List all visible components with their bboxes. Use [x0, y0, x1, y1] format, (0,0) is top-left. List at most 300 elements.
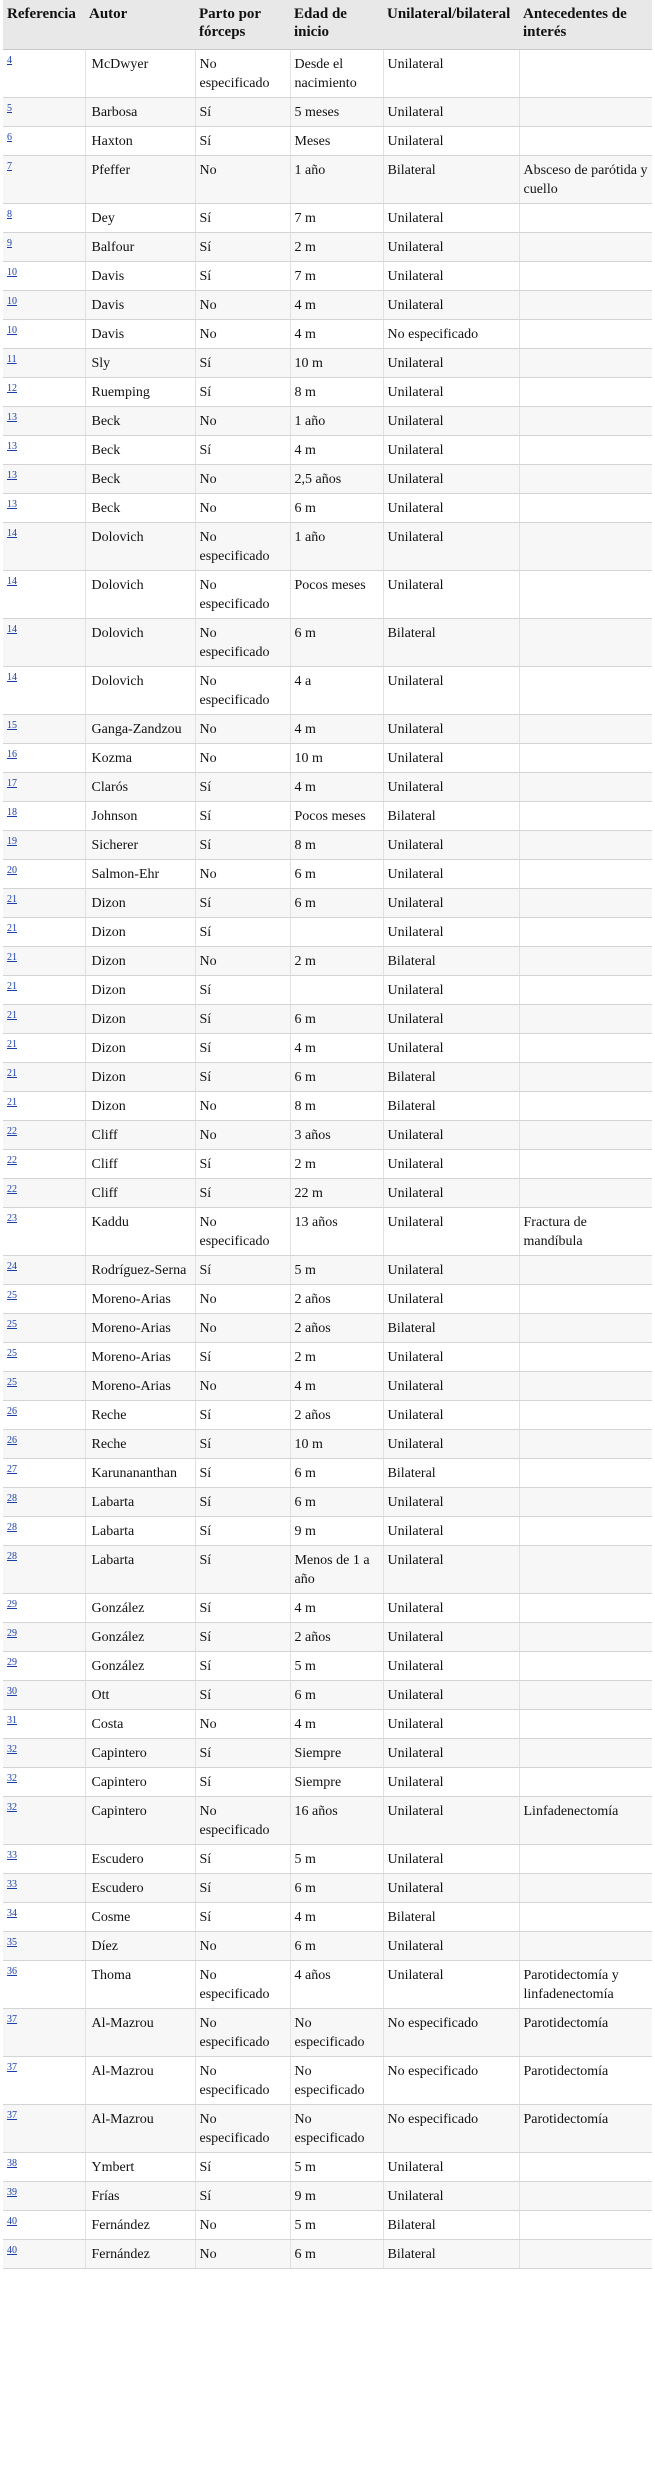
table-row: [3, 2211, 652, 2240]
table-row: [3, 1430, 652, 1459]
onset-cell: 2 m: [290, 1343, 383, 1372]
reference-link[interactable]: 17: [7, 778, 17, 789]
reference-link[interactable]: 14: [7, 576, 17, 587]
forceps-cell: No especificado: [195, 2057, 290, 2105]
reference-link[interactable]: 40: [7, 2216, 17, 2227]
ref-cell: [3, 1121, 85, 1150]
ref-cell: [3, 407, 85, 436]
table-row: [3, 1739, 652, 1768]
header-edad-inicio: Edad de inicio: [290, 0, 383, 50]
reference-link[interactable]: 30: [7, 1686, 17, 1697]
history-cell: [519, 889, 652, 918]
onset-cell: 2 m: [290, 233, 383, 262]
reference-link[interactable]: 33: [7, 1850, 17, 1861]
history-cell: [519, 571, 652, 619]
table-row: [3, 262, 652, 291]
table-row: [3, 349, 652, 378]
reference-link[interactable]: 18: [7, 807, 17, 818]
reference-link[interactable]: 26: [7, 1435, 17, 1446]
table-body: [3, 50, 652, 2269]
laterality-cell: Unilateral: [383, 291, 519, 320]
forceps-cell: Sí: [195, 1034, 290, 1063]
onset-cell: 16 años: [290, 1797, 383, 1845]
reference-link[interactable]: 33: [7, 1879, 17, 1890]
reference-link[interactable]: 25: [7, 1348, 17, 1359]
reference-link[interactable]: 13: [7, 470, 17, 481]
laterality-cell: No especificado: [383, 2057, 519, 2105]
author-cell: Dizon: [85, 1034, 195, 1063]
laterality-cell: Unilateral: [383, 1488, 519, 1517]
forceps-cell: No: [195, 291, 290, 320]
reference-link[interactable]: 12: [7, 383, 17, 394]
history-cell: [519, 378, 652, 407]
reference-link[interactable]: 35: [7, 1937, 17, 1948]
ref-cell: [3, 436, 85, 465]
laterality-cell: Bilateral: [383, 802, 519, 831]
ref-cell: [3, 1594, 85, 1623]
onset-cell: 4 m: [290, 715, 383, 744]
reference-link[interactable]: 19: [7, 836, 17, 847]
laterality-cell: Unilateral: [383, 1034, 519, 1063]
laterality-cell: Unilateral: [383, 1874, 519, 1903]
onset-cell: 4 m: [290, 1710, 383, 1739]
onset-cell: 5 m: [290, 1256, 383, 1285]
reference-link[interactable]: 32: [7, 1744, 17, 1755]
data-table: [3, 0, 652, 2269]
table-row: [3, 860, 652, 889]
ref-cell: [3, 947, 85, 976]
table-row: [3, 204, 652, 233]
laterality-cell: Bilateral: [383, 1314, 519, 1343]
forceps-cell: Sí: [195, 436, 290, 465]
table-row: [3, 1768, 652, 1797]
ref-cell: [3, 667, 85, 715]
laterality-cell: Unilateral: [383, 436, 519, 465]
author-cell: Dey: [85, 204, 195, 233]
ref-cell: [3, 2105, 85, 2153]
author-cell: Karunananthan: [85, 1459, 195, 1488]
laterality-cell: Unilateral: [383, 1179, 519, 1208]
table-row: [3, 1903, 652, 1932]
forceps-cell: No especificado: [195, 667, 290, 715]
table-row: [3, 667, 652, 715]
author-cell: Beck: [85, 494, 195, 523]
laterality-cell: Bilateral: [383, 2211, 519, 2240]
reference-link[interactable]: 29: [7, 1628, 17, 1639]
reference-link[interactable]: 37: [7, 2014, 17, 2025]
laterality-cell: Unilateral: [383, 378, 519, 407]
author-cell: Sicherer: [85, 831, 195, 860]
reference-link[interactable]: 21: [7, 1039, 17, 1050]
onset-cell: 6 m: [290, 1874, 383, 1903]
reference-link[interactable]: 27: [7, 1464, 17, 1475]
reference-link[interactable]: 29: [7, 1599, 17, 1610]
history-cell: [519, 494, 652, 523]
reference-link[interactable]: 10: [7, 267, 17, 278]
table-row: [3, 2057, 652, 2105]
ref-cell: [3, 1903, 85, 1932]
forceps-cell: Sí: [195, 918, 290, 947]
forceps-cell: No especificado: [195, 1961, 290, 2009]
onset-cell: 6 m: [290, 1459, 383, 1488]
table-row: [3, 2182, 652, 2211]
reference-link[interactable]: 40: [7, 2245, 17, 2256]
forceps-cell: Sí: [195, 2182, 290, 2211]
author-cell: Labarta: [85, 1517, 195, 1546]
table-row: [3, 1961, 652, 2009]
author-cell: Beck: [85, 407, 195, 436]
onset-cell: 2 años: [290, 1623, 383, 1652]
onset-cell: 2 años: [290, 1285, 383, 1314]
reference-link[interactable]: 10: [7, 296, 17, 307]
author-cell: Frías: [85, 2182, 195, 2211]
onset-cell: 6 m: [290, 1005, 383, 1034]
author-cell: Capintero: [85, 1768, 195, 1797]
ref-cell: [3, 619, 85, 667]
history-cell: Absceso de parótida y cuello: [519, 156, 652, 204]
forceps-cell: Sí: [195, 1256, 290, 1285]
reference-link[interactable]: 25: [7, 1290, 17, 1301]
reference-link[interactable]: 23: [7, 1213, 17, 1224]
laterality-cell: Unilateral: [383, 1430, 519, 1459]
reference-link[interactable]: 10: [7, 325, 17, 336]
table-row: [3, 571, 652, 619]
reference-link[interactable]: 15: [7, 720, 17, 731]
table-row: [3, 1256, 652, 1285]
forceps-cell: No especificado: [195, 1797, 290, 1845]
history-cell: [519, 204, 652, 233]
history-cell: [519, 1623, 652, 1652]
ref-cell: [3, 1343, 85, 1372]
header-autor: Autor: [85, 0, 195, 50]
ref-cell: [3, 715, 85, 744]
reference-link[interactable]: 37: [7, 2062, 17, 2073]
history-cell: [519, 1845, 652, 1874]
author-cell: Balfour: [85, 233, 195, 262]
ref-cell: [3, 1430, 85, 1459]
reference-link[interactable]: 25: [7, 1377, 17, 1388]
ref-cell: [3, 523, 85, 571]
author-cell: Escudero: [85, 1845, 195, 1874]
onset-cell: 5 m: [290, 1845, 383, 1874]
table-row: [3, 802, 652, 831]
reference-link[interactable]: 14: [7, 528, 17, 539]
reference-link[interactable]: 13: [7, 441, 17, 452]
history-cell: Parotidectomía: [519, 2105, 652, 2153]
table-row: [3, 1546, 652, 1594]
onset-cell: [290, 918, 383, 947]
reference-link[interactable]: 21: [7, 1097, 17, 1108]
history-cell: [519, 2182, 652, 2211]
laterality-cell: Unilateral: [383, 918, 519, 947]
reference-link[interactable]: 21: [7, 894, 17, 905]
table-row: [3, 2009, 652, 2057]
laterality-cell: Unilateral: [383, 1652, 519, 1681]
ref-cell: [3, 1739, 85, 1768]
table-row: [3, 1372, 652, 1401]
header-referencia: Referencia: [3, 0, 85, 50]
ref-cell: [3, 2211, 85, 2240]
ref-cell: [3, 1372, 85, 1401]
table-row: [3, 619, 652, 667]
reference-link[interactable]: 4: [7, 55, 12, 66]
author-cell: Moreno-Arias: [85, 1285, 195, 1314]
reference-link[interactable]: 38: [7, 2158, 17, 2169]
forceps-cell: Sí: [195, 378, 290, 407]
table-row: [3, 127, 652, 156]
reference-link[interactable]: 7: [7, 161, 12, 172]
table-row: [3, 320, 652, 349]
history-cell: [519, 523, 652, 571]
history-cell: [519, 976, 652, 1005]
author-cell: Ymbert: [85, 2153, 195, 2182]
author-cell: Thoma: [85, 1961, 195, 2009]
ref-cell: [3, 50, 85, 98]
laterality-cell: Unilateral: [383, 1517, 519, 1546]
history-cell: [519, 715, 652, 744]
reference-link[interactable]: 32: [7, 1802, 17, 1813]
table-row: [3, 1874, 652, 1903]
laterality-cell: Unilateral: [383, 1739, 519, 1768]
onset-cell: 3 años: [290, 1121, 383, 1150]
reference-link[interactable]: 31: [7, 1715, 17, 1726]
onset-cell: Siempre: [290, 1739, 383, 1768]
table-row: [3, 1652, 652, 1681]
ref-cell: [3, 773, 85, 802]
history-cell: [519, 1285, 652, 1314]
table-row: [3, 50, 652, 98]
author-cell: Davis: [85, 262, 195, 291]
laterality-cell: Unilateral: [383, 1594, 519, 1623]
reference-link[interactable]: 14: [7, 672, 17, 683]
reference-link[interactable]: 28: [7, 1551, 17, 1562]
author-cell: Escudero: [85, 1874, 195, 1903]
history-cell: [519, 1063, 652, 1092]
forceps-cell: No: [195, 1092, 290, 1121]
reference-link[interactable]: 22: [7, 1184, 17, 1195]
history-cell: [519, 436, 652, 465]
reference-link[interactable]: 29: [7, 1657, 17, 1668]
table-row: [3, 407, 652, 436]
forceps-cell: Sí: [195, 1903, 290, 1932]
forceps-cell: Sí: [195, 204, 290, 233]
history-cell: [519, 349, 652, 378]
author-cell: Cliff: [85, 1150, 195, 1179]
onset-cell: 8 m: [290, 1092, 383, 1121]
ref-cell: [3, 1768, 85, 1797]
reference-link[interactable]: 26: [7, 1406, 17, 1417]
ref-cell: [3, 1459, 85, 1488]
laterality-cell: No especificado: [383, 2009, 519, 2057]
ref-cell: [3, 1961, 85, 2009]
history-cell: [519, 320, 652, 349]
onset-cell: 6 m: [290, 1488, 383, 1517]
history-cell: [519, 465, 652, 494]
reference-link[interactable]: 21: [7, 923, 17, 934]
author-cell: Fernández: [85, 2211, 195, 2240]
history-cell: [519, 1314, 652, 1343]
onset-cell: 1 año: [290, 523, 383, 571]
forceps-cell: Sí: [195, 773, 290, 802]
author-cell: Labarta: [85, 1488, 195, 1517]
reference-link[interactable]: 16: [7, 749, 17, 760]
reference-link[interactable]: 22: [7, 1126, 17, 1137]
forceps-cell: Sí: [195, 1623, 290, 1652]
reference-link[interactable]: 5: [7, 103, 12, 114]
ref-cell: [3, 1005, 85, 1034]
reference-link[interactable]: 37: [7, 2110, 17, 2121]
forceps-cell: No especificado: [195, 571, 290, 619]
forceps-cell: Sí: [195, 1546, 290, 1594]
author-cell: Moreno-Arias: [85, 1372, 195, 1401]
forceps-cell: No: [195, 156, 290, 204]
forceps-cell: Sí: [195, 802, 290, 831]
history-cell: [519, 1739, 652, 1768]
reference-link[interactable]: 25: [7, 1319, 17, 1330]
reference-link[interactable]: 22: [7, 1155, 17, 1166]
ref-cell: [3, 1874, 85, 1903]
history-cell: [519, 667, 652, 715]
forceps-cell: No: [195, 1285, 290, 1314]
reference-link[interactable]: 11: [7, 354, 17, 365]
author-cell: Labarta: [85, 1546, 195, 1594]
forceps-cell: Sí: [195, 98, 290, 127]
history-cell: [519, 1768, 652, 1797]
table-row: [3, 1343, 652, 1372]
history-cell: [519, 1343, 652, 1372]
history-cell: [519, 291, 652, 320]
reference-link[interactable]: 21: [7, 952, 17, 963]
table-row: [3, 1710, 652, 1739]
author-cell: Reche: [85, 1401, 195, 1430]
reference-link[interactable]: 13: [7, 499, 17, 510]
ref-cell: [3, 233, 85, 262]
laterality-cell: Unilateral: [383, 1797, 519, 1845]
author-cell: Barbosa: [85, 98, 195, 127]
laterality-cell: Unilateral: [383, 98, 519, 127]
forceps-cell: No: [195, 407, 290, 436]
header-unilateral-bilateral: Unilateral/bilateral: [383, 0, 519, 50]
ref-cell: [3, 1845, 85, 1874]
laterality-cell: Unilateral: [383, 204, 519, 233]
history-cell: [519, 1179, 652, 1208]
history-cell: [519, 2211, 652, 2240]
laterality-cell: Unilateral: [383, 1208, 519, 1256]
reference-link[interactable]: 13: [7, 412, 17, 423]
reference-link[interactable]: 39: [7, 2187, 17, 2198]
history-cell: [519, 860, 652, 889]
reference-link[interactable]: 32: [7, 1773, 17, 1784]
ref-cell: [3, 1623, 85, 1652]
table-row: [3, 1594, 652, 1623]
history-cell: [519, 1710, 652, 1739]
reference-link[interactable]: 14: [7, 624, 17, 635]
forceps-cell: No: [195, 494, 290, 523]
reference-link[interactable]: 34: [7, 1908, 17, 1919]
laterality-cell: Unilateral: [383, 1768, 519, 1797]
history-cell: [519, 1488, 652, 1517]
forceps-cell: No especificado: [195, 2009, 290, 2057]
onset-cell: 5 m: [290, 1652, 383, 1681]
table-row: [3, 2105, 652, 2153]
author-cell: Ganga-Zandzou: [85, 715, 195, 744]
onset-cell: 2,5 años: [290, 465, 383, 494]
table-row: [3, 1285, 652, 1314]
reference-link[interactable]: 36: [7, 1966, 17, 1977]
author-cell: Johnson: [85, 802, 195, 831]
onset-cell: 10 m: [290, 1430, 383, 1459]
forceps-cell: Sí: [195, 1430, 290, 1459]
laterality-cell: Unilateral: [383, 1343, 519, 1372]
ref-cell: [3, 1092, 85, 1121]
reference-link[interactable]: 28: [7, 1522, 17, 1533]
laterality-cell: Unilateral: [383, 1845, 519, 1874]
laterality-cell: Unilateral: [383, 1401, 519, 1430]
author-cell: González: [85, 1652, 195, 1681]
laterality-cell: Unilateral: [383, 1710, 519, 1739]
ref-cell: [3, 2057, 85, 2105]
onset-cell: 2 años: [290, 1314, 383, 1343]
forceps-cell: Sí: [195, 1739, 290, 1768]
author-cell: Kozma: [85, 744, 195, 773]
table-row: [3, 1121, 652, 1150]
author-cell: Clarós: [85, 773, 195, 802]
reference-link[interactable]: 21: [7, 981, 17, 992]
forceps-cell: No: [195, 465, 290, 494]
onset-cell: 6 m: [290, 2240, 383, 2269]
laterality-cell: Unilateral: [383, 1546, 519, 1594]
reference-link[interactable]: 24: [7, 1261, 17, 1272]
reference-link[interactable]: 21: [7, 1068, 17, 1079]
forceps-cell: Sí: [195, 1063, 290, 1092]
reference-link[interactable]: 28: [7, 1493, 17, 1504]
reference-link[interactable]: 6: [7, 132, 12, 143]
reference-link[interactable]: 8: [7, 209, 12, 220]
table-row: [3, 156, 652, 204]
laterality-cell: Unilateral: [383, 1681, 519, 1710]
laterality-cell: Bilateral: [383, 2240, 519, 2269]
reference-link[interactable]: 21: [7, 1010, 17, 1021]
forceps-cell: Sí: [195, 1681, 290, 1710]
forceps-cell: No: [195, 320, 290, 349]
onset-cell: 4 m: [290, 291, 383, 320]
laterality-cell: Unilateral: [383, 1285, 519, 1314]
table-row: [3, 1459, 652, 1488]
table-row: [3, 744, 652, 773]
author-cell: Beck: [85, 465, 195, 494]
laterality-cell: Bilateral: [383, 619, 519, 667]
table-row: [3, 918, 652, 947]
laterality-cell: No especificado: [383, 2105, 519, 2153]
ref-cell: [3, 1932, 85, 1961]
history-cell: [519, 2240, 652, 2269]
author-cell: Dizon: [85, 976, 195, 1005]
onset-cell: Menos de 1 a año: [290, 1546, 383, 1594]
onset-cell: Meses: [290, 127, 383, 156]
onset-cell: 13 años: [290, 1208, 383, 1256]
reference-link[interactable]: 9: [7, 238, 12, 249]
history-cell: [519, 947, 652, 976]
history-cell: [519, 1681, 652, 1710]
onset-cell: 9 m: [290, 2182, 383, 2211]
history-cell: [519, 1092, 652, 1121]
ref-cell: [3, 156, 85, 204]
table-row: [3, 1797, 652, 1845]
ref-cell: [3, 1401, 85, 1430]
table-row: [3, 715, 652, 744]
table-row: [3, 291, 652, 320]
reference-link[interactable]: 20: [7, 865, 17, 876]
